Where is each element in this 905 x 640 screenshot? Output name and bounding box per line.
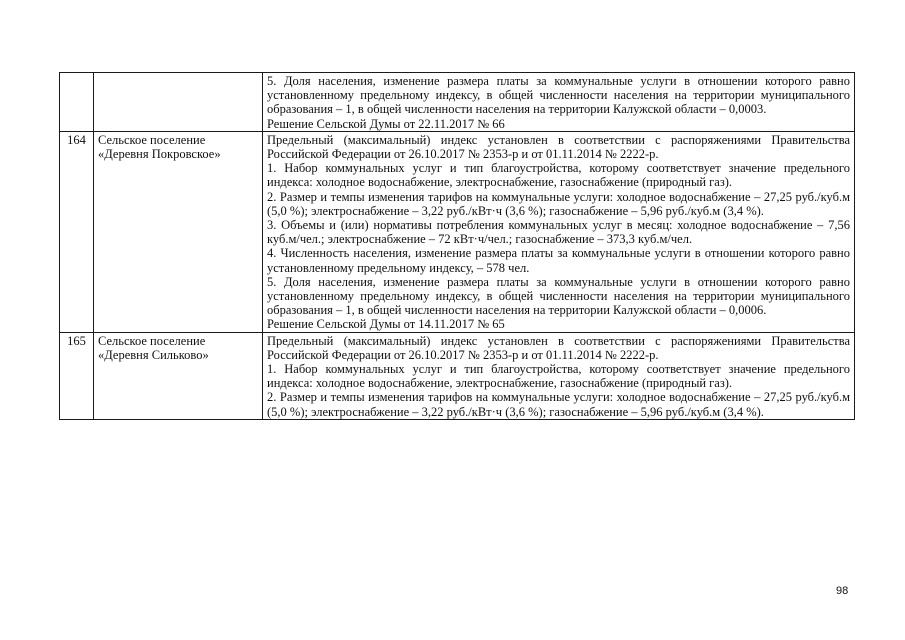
paragraph: 2. Размер и темпы изменения тарифов на коммунальные услуги: холодное водоснабжение – 27,25 руб./куб.м (5,0 %); электроснабжение – 3,22 руб./кВт·ч (3,6 %); газоснабжение – 5,96 руб./куб.м (3,4 %).	[267, 390, 850, 419]
paragraph: 1. Набор коммунальных услуг и тип благоустройства, которому соответствует значение предельного индекса: холодное водоснабжение, электроснабжение, газоснабжение (природный газ).	[267, 362, 850, 391]
paragraph: 3. Объемы и (или) нормативы потребления коммунальных услуг в месяц: холодное водоснабжение – 7,56 куб.м/чел.; электроснабжение – 72 кВт·ч/чел.; газоснабжение – 373,3 куб.м/чел.	[267, 218, 850, 247]
row-number: 164	[60, 131, 94, 332]
index-description	[263, 332, 855, 419]
table-row	[60, 131, 855, 332]
index-description	[263, 73, 855, 132]
decision-line: Решение Сельской Думы от 22.11.2017 № 66	[267, 116, 505, 131]
paragraph: 1. Набор коммунальных услуг и тип благоустройства, которому соответствует значение предельного индекса: холодное водоснабжение, электроснабжение, газоснабжение (природный газ).	[267, 161, 850, 190]
paragraph: 4. Численность населения, изменение размера платы за коммунальные услуги в отношении которого равно установленному предельному индексу, – 578 чел.	[267, 246, 850, 275]
document-table	[59, 72, 855, 420]
index-description	[263, 131, 855, 332]
row-number	[60, 73, 94, 132]
row-number: 165	[60, 332, 94, 419]
page-number: 98	[836, 585, 849, 597]
settlement-name-line: Сельское поселение	[98, 132, 206, 147]
table-row	[60, 73, 855, 132]
settlement-name	[94, 332, 263, 419]
paragraph: Предельный (максимальный) индекс установлен в соответствии с распоряжениями Правительства Российской Федерации от 26.10.2017 № 2353-р и от 01.11.2014 № 2222-р.	[267, 132, 850, 162]
settlement-name-line: «Деревня Сильково»	[98, 347, 209, 362]
paragraph: Предельный (максимальный) индекс установлен в соответствии с распоряжениями Правительства Российской Федерации от 26.10.2017 № 2353-р и от 01.11.2014 № 2222-р.	[267, 333, 850, 362]
settlement-name-line: «Деревня Покровское»	[98, 147, 221, 162]
decision-line: Решение Сельской Думы от 14.11.2017 № 65	[267, 317, 505, 332]
settlement-name-line: Сельское поселение	[98, 333, 206, 348]
table-row	[60, 332, 855, 419]
settlement-name	[94, 73, 263, 132]
paragraph: 5. Доля населения, изменение размера платы за коммунальные услуги в отношении которого равно установленному предельному индексу, в общей численности населения на территории муниципального образования – 1, в общей численности населения на территории Калужской области – 0,0003.	[267, 74, 850, 117]
paragraph: 2. Размер и темпы изменения тарифов на коммунальные услуги: холодное водоснабжение – 27,25 руб./куб.м (5,0 %); электроснабжение – 3,22 руб./кВт·ч (3,6 %); газоснабжение – 5,96 руб./куб.м (3,4 %).	[267, 189, 850, 218]
paragraph: 5. Доля населения, изменение размера платы за коммунальные услуги в отношении которого равно установленному предельному индексу, в общей численности населения на территории муниципального образования – 1, в общей численности населения на территории Калужской области – 0,0006.	[267, 274, 850, 318]
settlement-name	[94, 131, 263, 332]
